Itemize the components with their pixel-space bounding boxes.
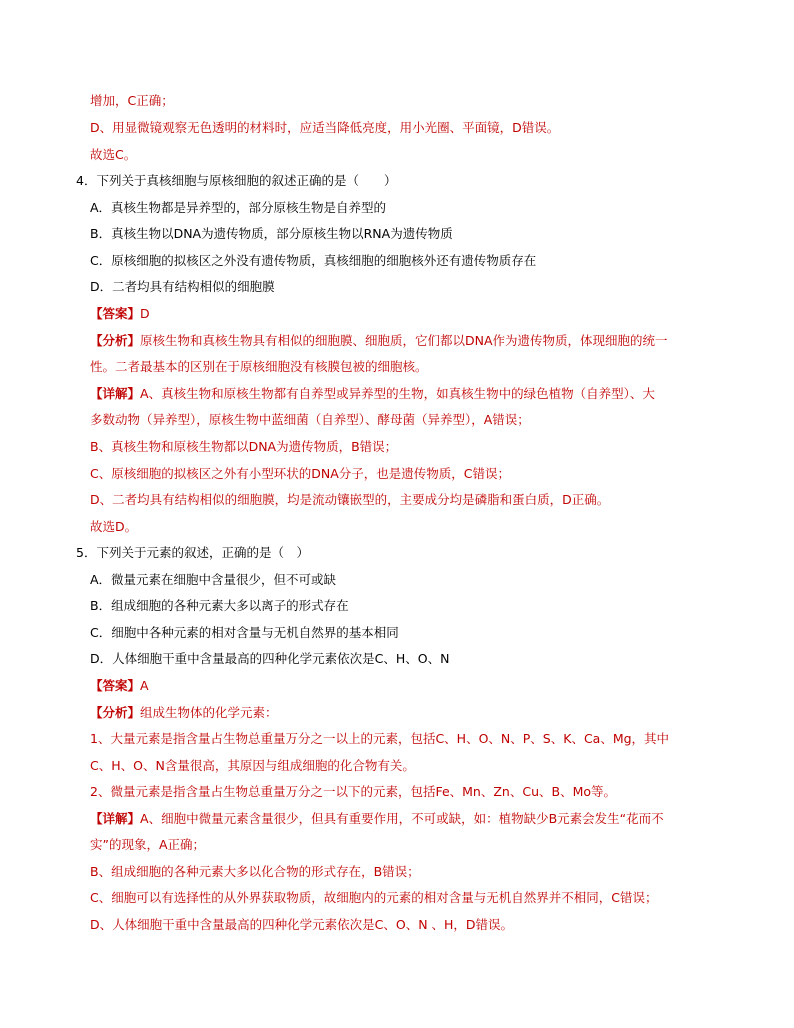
q4-detail-tag: 【详解】: [90, 386, 141, 401]
q5-analysis-text-1: 组成生物体的化学元素：: [140, 705, 278, 720]
q5-detail-text-5: D、人体细胞干重中含量最高的四种化学元素依次是C、O、N 、H，D错误。: [90, 917, 514, 932]
q4-option-b: B．真核生物以DNA为遗传物质，部分原核生物以RNA为遗传物质: [90, 226, 453, 241]
q5-answer-tag: 【答案】: [90, 678, 141, 693]
q4-option-d: D．二者均具有结构相似的细胞膜: [90, 279, 275, 294]
q5-option-d: D．人体细胞干重中含量最高的四种化学元素依次是C、H、O、N: [90, 651, 450, 666]
q5-option-b: B．组成细胞的各种元素大多以离子的形式存在: [90, 598, 349, 613]
q4-answer: [90, 305, 150, 323]
q5-analysis-tag: 【分析】: [90, 705, 141, 720]
q3-c-conclusion: 增加，C正确；: [90, 93, 174, 108]
q5-analysis: [90, 704, 278, 722]
q4-analysis-tag: 【分析】: [90, 333, 141, 348]
q3-choose: 故选C。: [90, 147, 137, 162]
q4-choose: 故选D。: [90, 519, 138, 534]
q4-analysis-text-1: 原核生物和真核生物具有相似的细胞膜、细胞质，它们都以DNA作为遗传物质，体现细胞的统一: [140, 333, 668, 348]
q5-answer: [90, 677, 149, 695]
q4-detail-text-1: A、真核生物和原核生物都有自养型或异养型的生物，如真核生物中的绿色植物（自养型）、大: [140, 386, 655, 401]
q4-detail-text-2: 多数动物（异养型），原核生物中蓝细菌（自养型）、酵母菌（异养型），A错误；: [90, 412, 530, 427]
q5-option-c: C．细胞中各种元素的相对含量与无机自然界的基本相同: [90, 625, 399, 640]
q5-detail-tag: 【详解】: [90, 811, 141, 826]
q5-stem: 5．下列关于元素的叙述，正确的是（ ）: [76, 545, 309, 560]
q4-detail-text-3: B、真核生物和原核生物都以DNA为遗传物质，B错误；: [90, 439, 398, 454]
q5-analysis-text-2: 1、大量元素是指含量占生物总重量万分之一以上的元素，包括C、H、O、N、P、S、K、Ca、Mg，其中: [90, 731, 670, 746]
q5-detail-text-1: A、细胞中微量元素含量很少，但具有重要作用，不可或缺，如：植物缺少B元素会发生“花而不: [140, 811, 664, 826]
q4-analysis: [90, 332, 668, 350]
q4-detail-text-5: D、二者均具有结构相似的细胞膜，均是流动镶嵌型的，主要成分均是磷脂和蛋白质，D正确。: [90, 492, 610, 507]
q4-answer-tag: 【答案】: [90, 306, 141, 321]
q4-option-c: C．原核细胞的拟核区之外没有遗传物质，真核细胞的细胞核外还有遗传物质存在: [90, 253, 537, 268]
q5-detail-text-2: 实”的现象，A正确；: [90, 837, 206, 852]
q5-detail-text-3: B、组成细胞的各种元素大多以化合物的形式存在，B错误；: [90, 864, 420, 879]
q5-detail-text-4: C、细胞可以有选择性的从外界获取物质，故细胞内的元素的相对含量与无机自然界并不相同，C错误；: [90, 890, 658, 905]
q5-detail: [90, 810, 664, 828]
q5-analysis-text-3: C、H、O、N含量很高，其原因与组成细胞的化合物有关。: [90, 758, 415, 773]
q5-answer-value: A: [140, 678, 149, 693]
q5-analysis-text-4: 2、微量元素是指含量占生物总重量万分之一以下的元素，包括Fe、Mn、Zn、Cu、B、Mo等。: [90, 784, 617, 799]
q4-answer-value: D: [140, 306, 150, 321]
q4-analysis-text-2: 性。二者最基本的区别在于原核细胞没有核膜包被的细胞核。: [90, 359, 428, 374]
q4-stem: 4．下列关于真核细胞与原核细胞的叙述正确的是（ ）: [76, 173, 397, 188]
q4-detail: [90, 385, 655, 403]
q4-detail-text-4: C、原核细胞的拟核区之外有小型环状的DNA分子，也是遗传物质，C错误；: [90, 466, 510, 481]
q4-option-a: A．真核生物都是异养型的，部分原核生物是自养型的: [90, 200, 387, 215]
q3-d-explanation: D、用显微镜观察无色透明的材料时，应适当降低亮度，用小光圈、平面镜，D错误。: [90, 120, 560, 135]
q5-option-a: A．微量元素在细胞中含量很少，但不可或缺: [90, 572, 337, 587]
